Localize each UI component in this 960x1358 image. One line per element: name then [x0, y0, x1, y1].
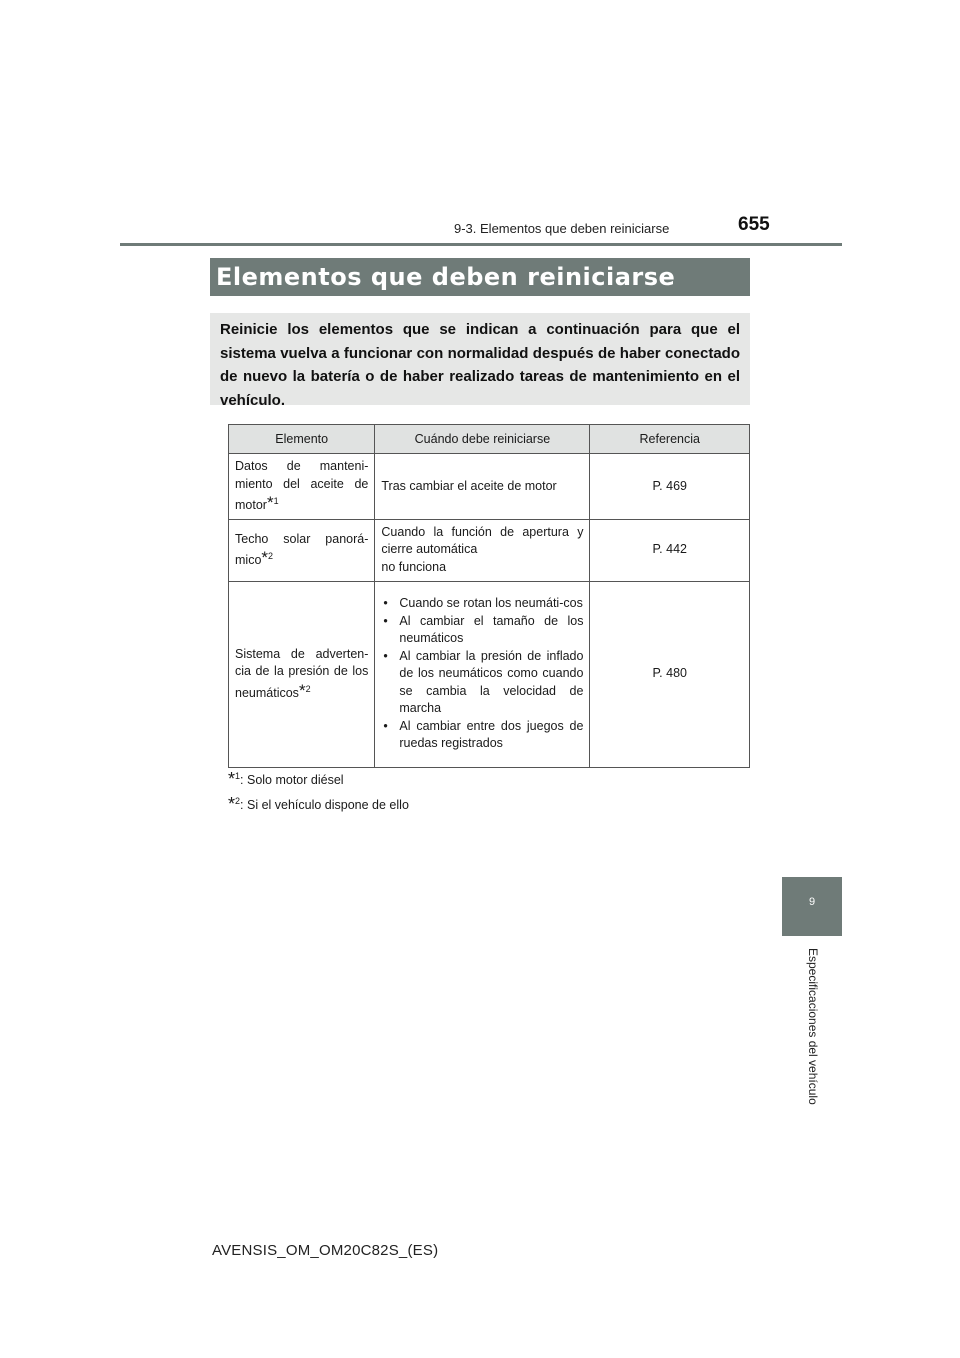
page-reference: P. 469 [652, 478, 687, 493]
table-header-row [229, 425, 750, 454]
cell-when [375, 581, 590, 767]
footnote-text: : Solo motor diésel [240, 773, 344, 787]
footnote-asterisk: * [298, 680, 306, 700]
reset-condition: Tras cambiar el aceite de motor [381, 478, 557, 493]
reset-condition: Cuando la función de apertura y cierre automática [381, 524, 584, 557]
footnote-text: : Si el vehículo dispone de ello [240, 798, 409, 812]
document-code: AVENSIS_OM_OM20C82S_(ES) [212, 1242, 439, 1259]
page-reference: P. 480 [652, 666, 687, 681]
cell-when [375, 519, 590, 581]
header-section-title: 9-3. Elementos que deben reiniciarse [454, 221, 670, 236]
page-reference: P. 442 [652, 542, 687, 557]
intro-paragraph: Reinicie los elementos que se indican a continuación para que el sistema vuelva a funcionar con normalidad después de haber conectado de nuevo la batería o de haber realizado tareas de mantenimiento en el vehículo. [210, 313, 750, 405]
cell-element [229, 454, 375, 520]
chapter-title: Especificaciones del vehículo [806, 948, 820, 1105]
cell-reference [590, 454, 750, 520]
footnote-number: 1 [235, 771, 241, 781]
cell-when [375, 454, 590, 520]
footnote-number: 1 [273, 496, 279, 506]
reset-items-table [228, 424, 750, 768]
footnote-number: 2 [235, 796, 241, 806]
cell-element [229, 519, 375, 581]
column-header-element: Elemento [229, 425, 375, 454]
chapter-side-label [782, 948, 842, 1118]
footnote-number: 2 [268, 551, 274, 561]
list-item: • Al cambiar la presión de inflado de los neumáticos como cuando se cambia la velocidad de marcha [381, 648, 583, 718]
reset-conditions-list [381, 595, 583, 753]
list-item: • Al cambiar el tamaño de los neumáticos [381, 613, 583, 648]
element-label: Datos de manteni-miento del aceite de motor [235, 459, 369, 512]
page-title: Elementos que deben reiniciarse [210, 258, 750, 296]
list-item: • Al cambiar entre dos juegos de ruedas registrados [381, 718, 583, 753]
page-number: 655 [738, 214, 770, 235]
element-label: Sistema de adverten-cia de la presión de los neumáticos [235, 646, 369, 700]
footnote-number: 2 [305, 683, 311, 694]
footnotes [228, 764, 409, 814]
footnote-asterisk: * [228, 794, 236, 814]
cell-reference [590, 519, 750, 581]
chapter-number: 9 [808, 896, 816, 908]
element-label: Techo solar panorá-mico [235, 531, 369, 567]
table-row [229, 454, 750, 520]
cell-reference [590, 581, 750, 767]
footnote-1 [228, 764, 409, 789]
table-row [229, 519, 750, 581]
footnote-2 [228, 789, 409, 814]
column-header-reference: Referencia [590, 425, 750, 454]
chapter-tab [782, 877, 842, 936]
reset-condition-continued: no funciona [381, 559, 447, 574]
footnote-asterisk: * [228, 769, 236, 789]
footnote-asterisk: * [266, 493, 274, 512]
footnote-asterisk: * [261, 548, 269, 567]
table-row [229, 581, 750, 767]
column-header-when: Cuándo debe reiniciarse [375, 425, 590, 454]
header-divider [120, 243, 842, 246]
list-item: • Cuando se rotan los neumáti-cos [381, 595, 583, 613]
cell-element [229, 581, 375, 767]
